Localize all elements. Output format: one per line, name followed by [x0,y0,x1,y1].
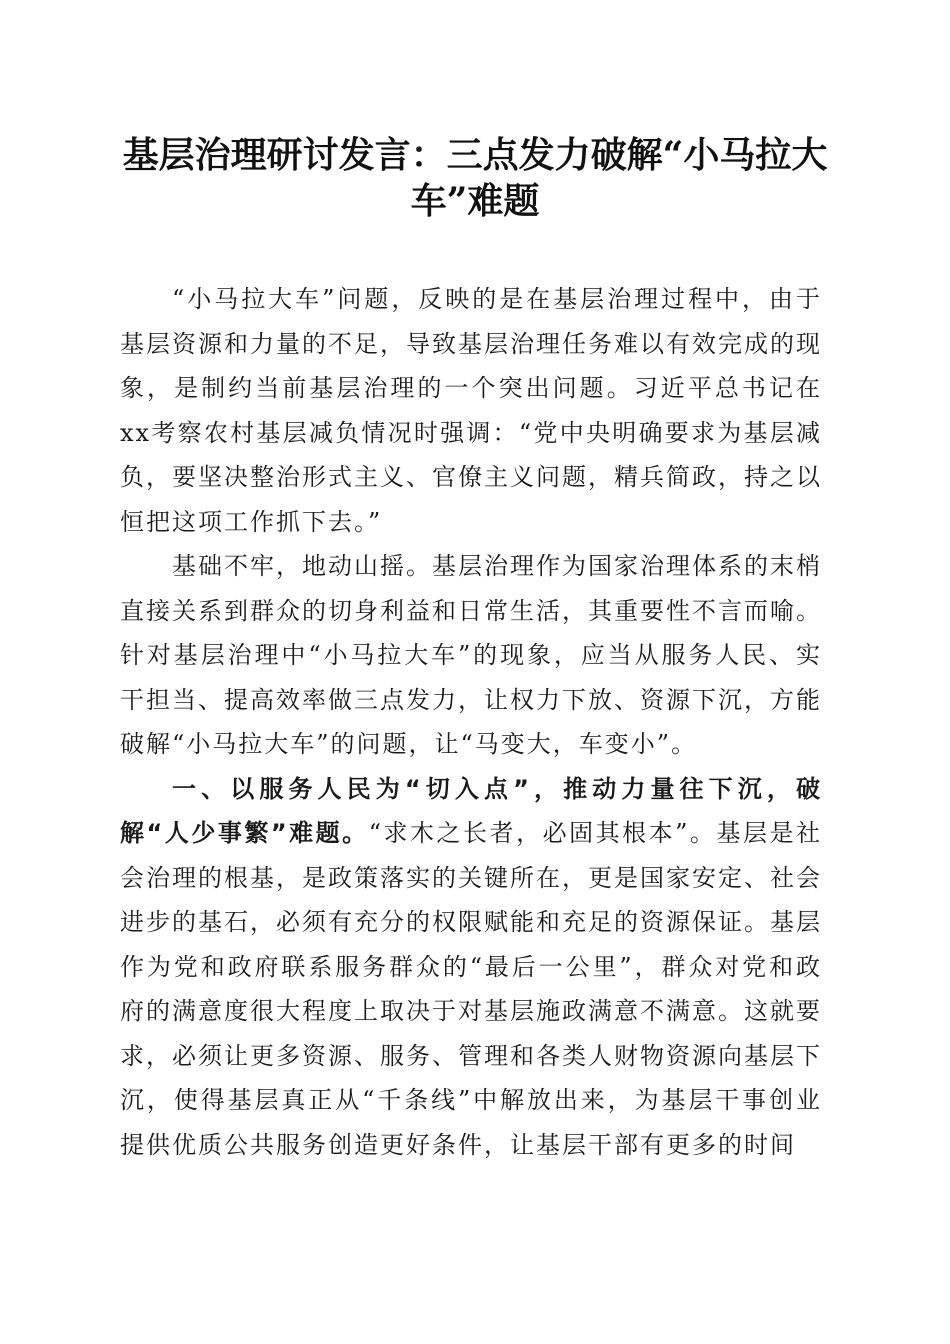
section-1-heading: 一、以服务人民为“切入点”，推动力量往下沉，破解“人少事繁”难题。 [120,774,822,847]
section-1-text: “求木之长者，必固其根本”。基层是社会治理的根基，是政策落实的关键所在，更是国家安定、社会进步的基石，必须有充分的权限赋能和充足的资源保证。基层作为党和政府联系服务群众的“最后一公里”，群众对党和政府的满意度很大程度上取决于对基层施政满意不满意。这就要求，必须让更多资源、服务、管理和各类人财物资源向基层下沉，使得基层真正从“千条线”中解放出来，为基层干事创业提供优质公共服务创造更好条件，让基层干部有更多的时间 [120,819,822,1159]
paragraph-foundation: 基础不牢，地动山摇。基层治理作为国家治理体系的末梢直接关系到群众的切身利益和日常生活，其重要性不言而喻。针对基层治理中“小马拉大车”的现象，应当从服务人民、实干担当、提高效率做三点发力，让权力下放、资源下沉，方能破解“小马拉大车”的问题，让“马变大，车变小”。 [120,552,822,758]
paragraph-section-1 [120,767,822,1168]
document-body [120,277,822,1167]
document-title: 基层治理研讨发言：三点发力破解“小马拉大车”难题 [122,134,828,222]
paragraph-intro: “小马拉大车”问题，反映的是在基层治理过程中，由于基层资源和力量的不足，导致基层治理任务难以有效完成的现象，是制约当前基层治理的一个突出问题。习近平总书记在xx考察农村基层减负情况时强调：“党中央明确要求为基层减负，要坚决整治形式主义、官僚主义问题，精兵简政，持之以恒把这项工作抓下去。” [120,285,822,536]
